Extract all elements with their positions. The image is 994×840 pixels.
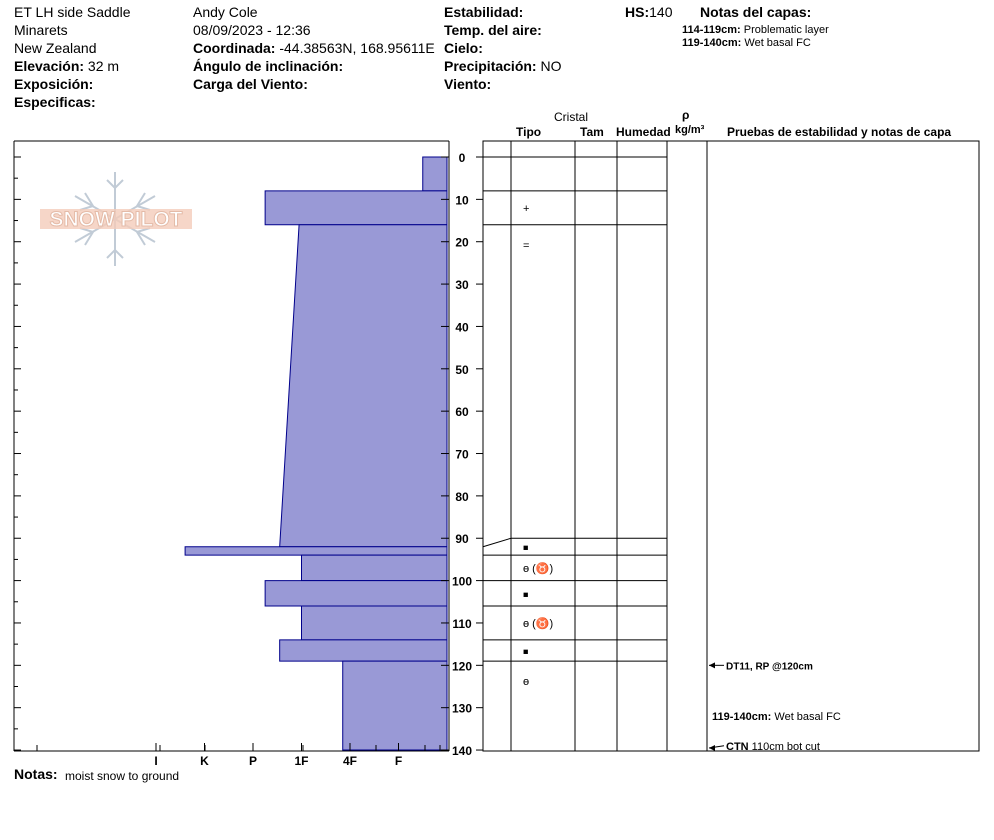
incline-label: Ángulo de inclinación: <box>193 58 344 74</box>
depth-tick-label: 130 <box>451 701 473 716</box>
wind-label: Viento: <box>444 76 492 92</box>
rho-header: ρ <box>682 108 690 122</box>
depth-tick-label: 50 <box>455 362 469 377</box>
depth-tick-label: 110 <box>452 616 472 631</box>
hs-value: 140 <box>649 4 673 20</box>
specifics-label: Especificas: <box>14 94 96 110</box>
hardness-tick-label: P <box>248 754 258 768</box>
hardness-tick-label: 4F <box>342 754 358 768</box>
depth-tick-label: 0 <box>458 151 466 165</box>
test-arrow-head <box>709 745 715 751</box>
size-header: Tam <box>580 125 604 139</box>
tests-header: Pruebas de estabilidad y notas de capa <box>727 125 952 139</box>
grain-type-symbol: ɵ <box>523 676 530 689</box>
depth-tick-label: 90 <box>455 532 469 547</box>
depth-tick-label: 100 <box>451 574 473 589</box>
hardness-layer-bar <box>302 555 448 580</box>
hardness-layer-bar <box>423 157 447 191</box>
grain-type-symbol: ɵ (♉) <box>523 617 554 630</box>
notes-label: Notas: <box>14 766 58 782</box>
moisture-header: Humedad <box>616 125 671 139</box>
type-header: Tipo <box>516 125 542 139</box>
grain-type-symbol: ■ <box>523 589 529 600</box>
elevation-value: 32 m <box>87 58 120 74</box>
depth-tick-label: 80 <box>455 489 469 504</box>
grain-type-symbol: = <box>523 239 530 252</box>
depth-tick-label: 30 <box>455 278 469 293</box>
depth-tick-label: 40 <box>455 320 469 335</box>
country-name: New Zealand <box>14 40 97 56</box>
depth-tick-label: 60 <box>455 405 469 420</box>
depth-tick-label: 70 <box>455 447 469 462</box>
layer-table-frame <box>483 141 979 751</box>
stability-test-label: CTN 110cm bot cut <box>726 740 820 753</box>
snowpilot-logo-text: SNOW PILOT <box>49 208 183 231</box>
snowpilot-logo <box>40 172 192 266</box>
hardness-tick-label: I <box>154 754 158 768</box>
depth-tick-label: 20 <box>455 235 469 250</box>
layer-notes-title: Notas del capas: <box>700 4 812 20</box>
hs-label: HS: <box>625 4 650 20</box>
depth-tick-label: 120 <box>451 659 473 674</box>
notes-text: moist snow to ground <box>65 769 180 783</box>
datetime: 08/09/2023 - 12:36 <box>193 22 311 38</box>
grain-type-symbol: ɵ (♉) <box>523 562 554 575</box>
grain-type-symbol: ■ <box>523 542 529 553</box>
hardness-layer-bar <box>280 225 447 547</box>
site-name: ET LH side Saddle <box>14 4 131 20</box>
elevation-label: Elevación: <box>14 58 85 74</box>
hardness-layer-bar <box>265 191 447 225</box>
layer-note-2-range: 119-140cm: <box>682 37 742 49</box>
hardness-layer-bar <box>265 581 447 606</box>
hardness-layer-bar <box>343 661 447 750</box>
layer-note-1-text: Problematic layer <box>743 24 829 36</box>
coordinate-value: -44.38563N, 168.95611E <box>279 40 435 56</box>
observer-name: Andy Cole <box>193 4 258 20</box>
grain-type-symbol: ■ <box>523 646 529 657</box>
grain-type-symbol: + <box>523 202 530 215</box>
hardness-layer-bar <box>185 547 447 555</box>
layer-note-2-text: Wet basal FC <box>744 37 811 49</box>
hardness-tick-label: K <box>200 754 209 768</box>
hardness-layer-bar <box>302 606 448 640</box>
precip-label: Precipitación: <box>444 58 537 74</box>
density-unit-header: kg/m³ <box>675 124 705 136</box>
wind-load-label: Carga del Viento: <box>193 76 308 92</box>
precip-value: NO <box>540 58 562 74</box>
air-temp-label: Temp. del aire: <box>444 22 542 38</box>
sky-label: Cielo: <box>444 40 483 56</box>
hardness-tick-label: F <box>394 754 403 768</box>
stability-test-label: DT11, RP @120cm <box>726 661 813 673</box>
range-name: Minarets <box>14 22 68 38</box>
depth-tick-label: 140 <box>451 744 473 759</box>
crystal-header: Cristal <box>554 110 589 124</box>
stability-test-label: 119-140cm: Wet basal FC <box>712 711 841 724</box>
stability-label: Estabilidad: <box>444 4 524 20</box>
hardness-tick-label: 1F <box>294 754 309 768</box>
test-arrow-head <box>709 662 715 668</box>
hardness-layer-bar <box>280 640 447 661</box>
coordinate-label: Coordinada: <box>193 40 276 56</box>
exposure-label: Exposición: <box>14 76 94 92</box>
layer-note-1-range: 114-119cm: <box>682 24 741 36</box>
depth-tick-label: 10 <box>455 193 469 208</box>
